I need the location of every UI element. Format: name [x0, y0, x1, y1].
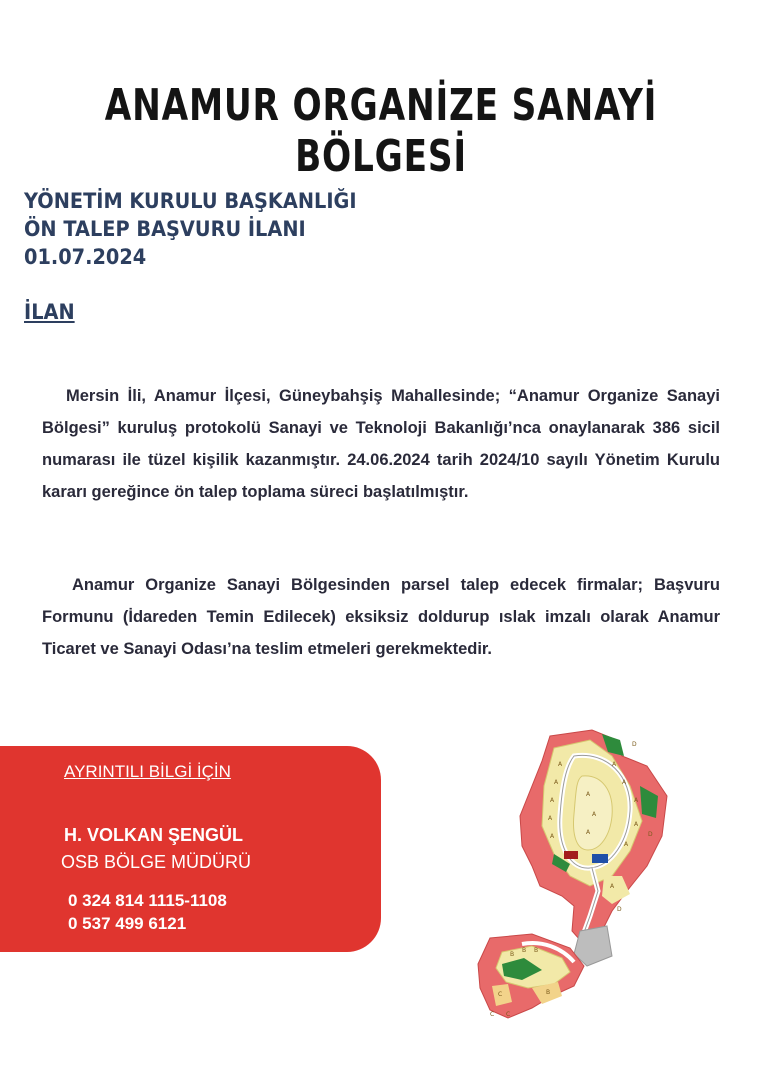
svg-text:A: A: [548, 815, 553, 822]
svg-text:A: A: [624, 841, 629, 848]
contact-phone-office: 0 324 814 1115-1108: [68, 891, 227, 910]
svg-text:B: B: [510, 951, 515, 958]
section-label: İLAN: [24, 300, 75, 324]
svg-text:A: A: [554, 779, 559, 786]
svg-text:A: A: [610, 883, 615, 890]
svg-text:B: B: [534, 947, 539, 954]
header-date: 01.07.2024: [24, 245, 147, 269]
contact-box: [0, 746, 381, 952]
svg-text:A: A: [634, 821, 639, 828]
svg-text:A: A: [612, 761, 617, 768]
paragraph-application: Anamur Organize Sanayi Bölgesinden parsel talep edecek firmalar; Başvuru Formunu (İdareden Temin Edilecek) eksiksiz doldurup ıslak imzalı olarak Anamur Ticaret ve Sanayi Odası’na teslim etmeleri gerekmektedir.: [42, 576, 720, 658]
contact-phone-mobile: 0 537 499 6121: [68, 914, 187, 933]
announcement-header: [24, 187, 385, 271]
svg-text:D: D: [617, 906, 622, 913]
svg-text:C: C: [498, 991, 503, 998]
svg-text:A: A: [634, 797, 639, 804]
svg-text:A: A: [550, 833, 555, 840]
svg-text:A: A: [586, 829, 591, 836]
paragraph-establishment: Mersin İli, Anamur İlçesi, Güneybahşiş Mahallesinde; “Anamur Organize Sanayi Bölgesi” kuruluş protokolü Sanayi ve Teknoloji Bakanlığı’nca onaylanarak 386 sicil numarası ile tüzel kişilik kazanmıştır. 24.06.2024 tarih 2024/10 sayılı Yönetim Kurulu kararı gereğince ön talep toplama süreci başlatılmıştır.: [42, 387, 720, 501]
page-title: ANAMUR ORGANİZE SANAYİ BÖLGESİ: [104, 80, 658, 182]
contact-name: H. VOLKAN ŞENGÜL: [64, 825, 244, 845]
svg-text:D: D: [632, 741, 637, 748]
svg-text:A: A: [586, 791, 591, 798]
svg-text:C: C: [490, 1011, 495, 1018]
contact-role: OSB BÖLGE MÜDÜRÜ: [61, 852, 252, 872]
svg-text:A: A: [592, 811, 597, 818]
header-line-notice: ÖN TALEP BAŞVURU İLANI: [24, 217, 306, 241]
svg-text:A: A: [550, 797, 555, 804]
svg-text:B: B: [546, 989, 551, 996]
svg-text:B: B: [522, 947, 527, 954]
svg-text:A: A: [558, 761, 563, 768]
contact-heading: AYRINTILI BİLGİ İÇİN: [64, 762, 231, 781]
svg-text:D: D: [648, 831, 653, 838]
svg-text:A: A: [622, 779, 627, 786]
svg-text:C: C: [506, 1011, 511, 1018]
header-line-board: YÖNETİM KURULU BAŞKANLIĞI: [24, 189, 357, 213]
parcel-map-image: [462, 726, 676, 1026]
